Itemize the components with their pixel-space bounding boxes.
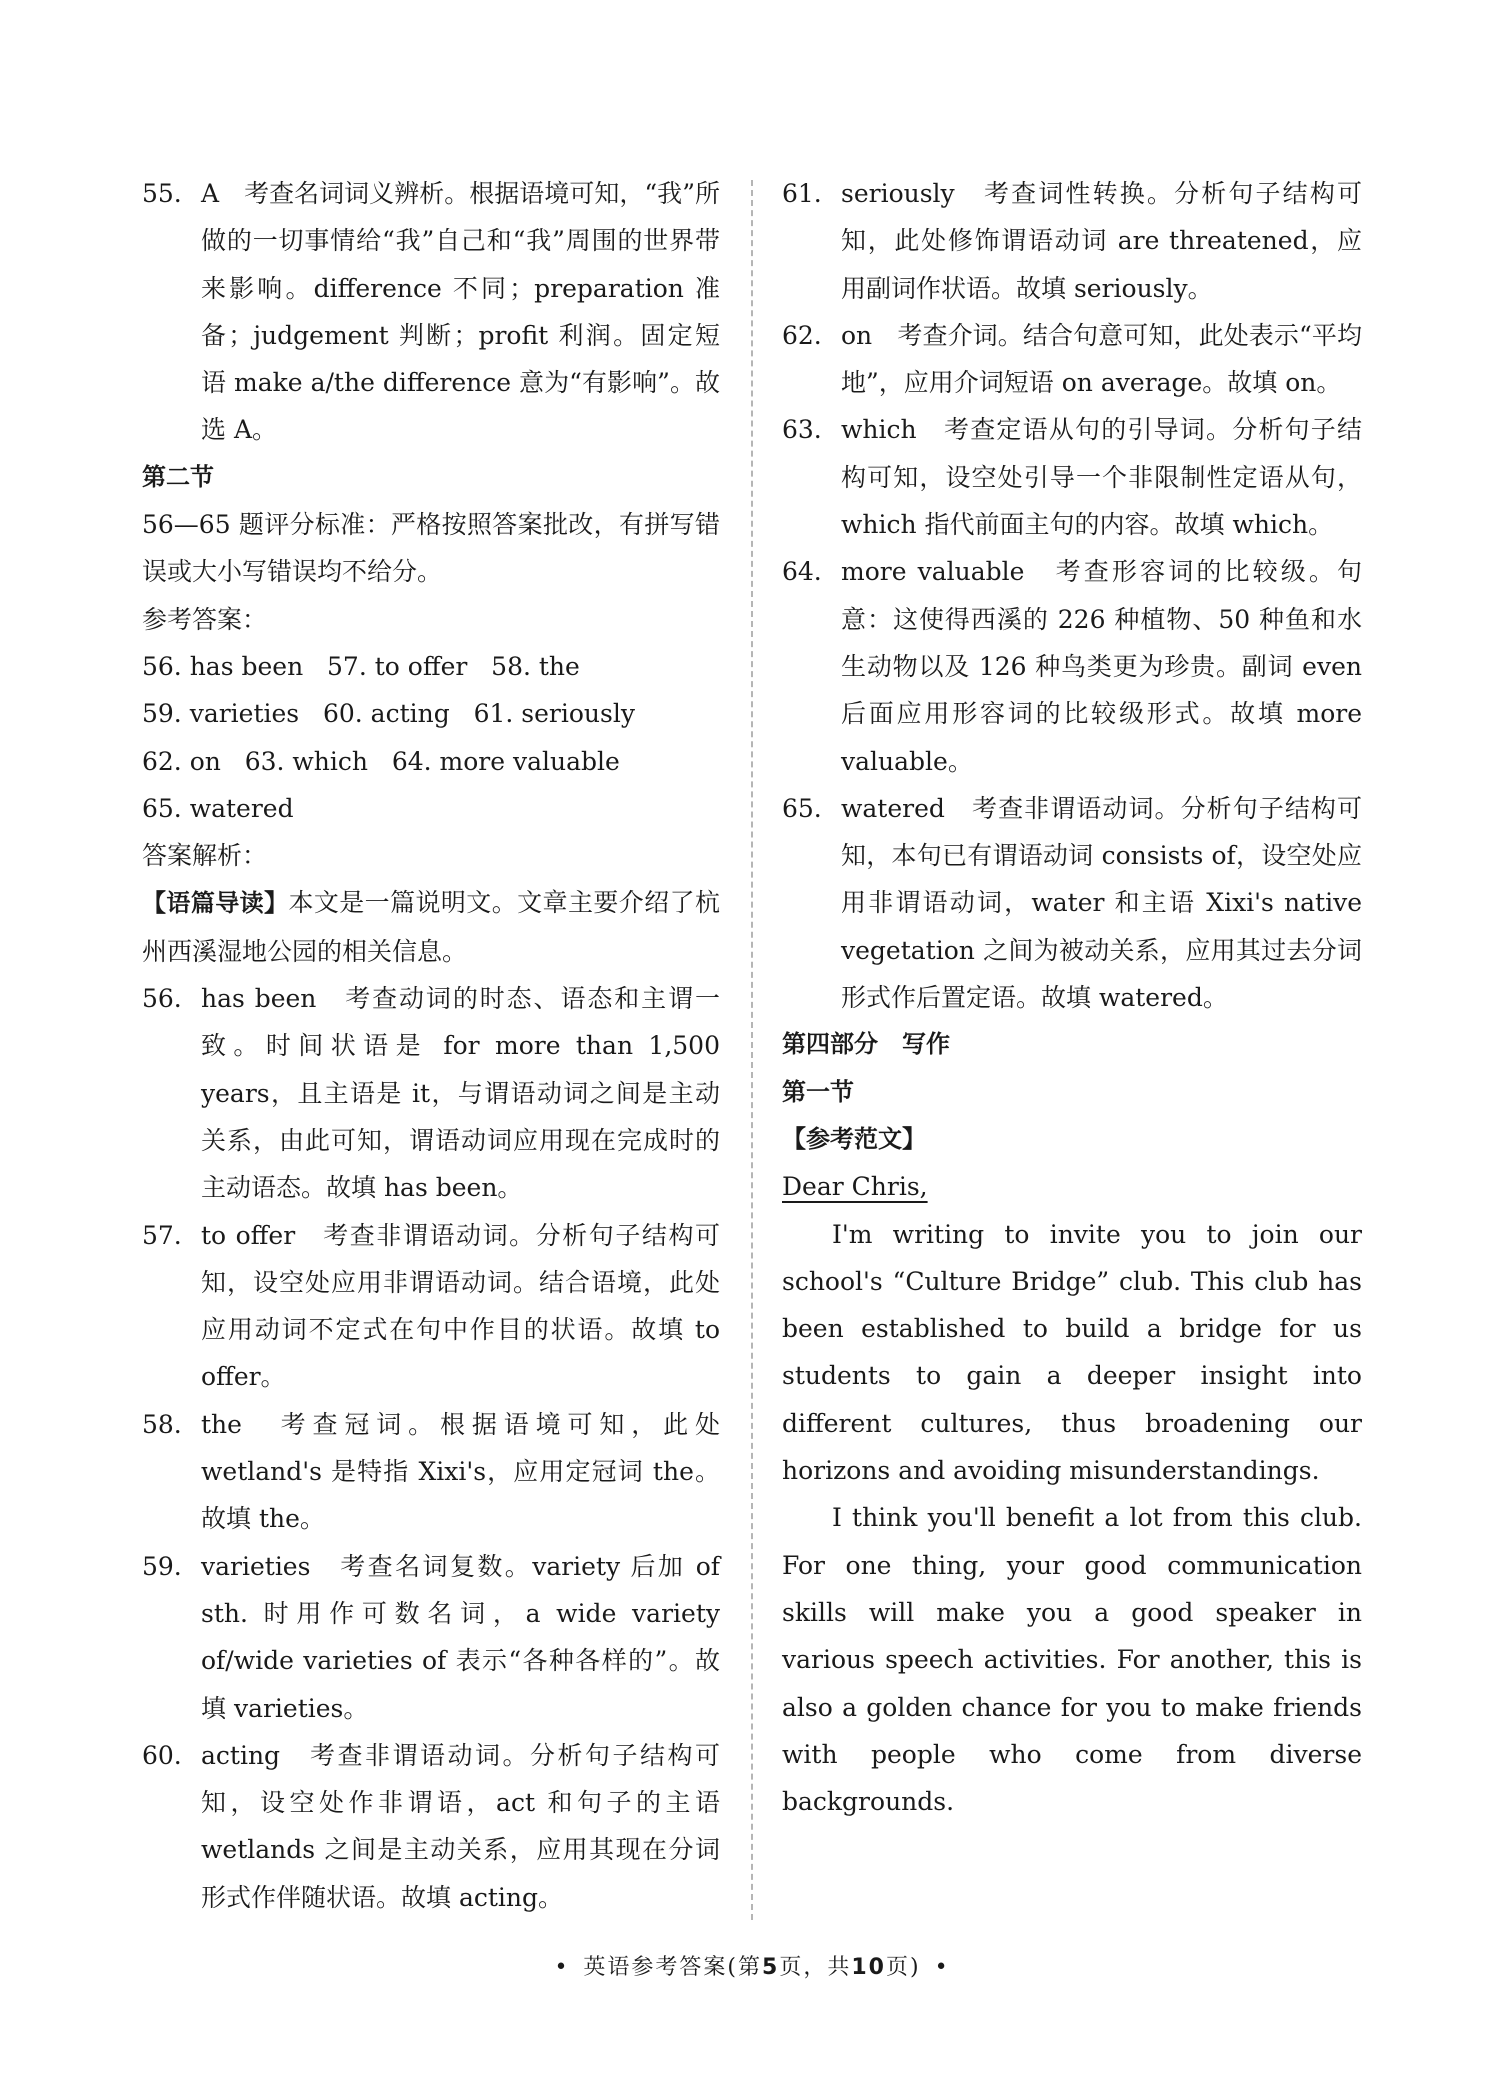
item-explanation: the 考查冠词。根据语境可知，此处 wetland's 是特指 Xixi's，应用定冠词 the。故填 the。 bbox=[201, 1409, 720, 1534]
footer-dot: • bbox=[554, 1955, 570, 1980]
item-explanation: seriously 考查词性转换。分析句子结构可知，此处修饰谓语动词 are threatened，应用副词作状语。故填 seriously。 bbox=[841, 179, 1362, 303]
answer-list bbox=[142, 643, 720, 832]
answer-item-59 bbox=[142, 1543, 720, 1732]
item-number: 59. bbox=[142, 1551, 182, 1581]
answer-item-62 bbox=[782, 312, 1362, 407]
sample-essay-heading: 【参考范文】 bbox=[782, 1124, 926, 1153]
item-number: 63. bbox=[782, 415, 822, 445]
answer-item-58 bbox=[142, 1401, 720, 1543]
reference-answers-label: 参考答案： bbox=[142, 604, 268, 634]
item-explanation: has been 考查动词的时态、语态和主谓一致。时间状语是 for more than 1,500 years，且主语是 it，与谓语动词之间是主动关系，由此可知，谓语动词应用现在完成时的主动语态。故填 has been。 bbox=[201, 984, 720, 1203]
left-column bbox=[142, 170, 720, 1921]
item-explanation: acting 考查非谓语动词。分析句子结构可知，设空处作非谓语，act 和句子的主语 wetlands 之间是主动关系，应用其现在分词形式作伴随状语。故填 acting。 bbox=[201, 1740, 720, 1912]
item-explanation: to offer 考查非谓语动词。分析句子结构可知，设空处应用非谓语动词。结合语境，此处应用动词不定式在句中作目的状语。故填 to offer。 bbox=[201, 1220, 720, 1392]
item-number: 61. bbox=[782, 179, 822, 208]
scoring-criteria: 56—65 题评分标准：严格按照答案批改，有拼写错误或大小写错误均不给分。 bbox=[142, 510, 720, 587]
item-number: 56. bbox=[142, 984, 182, 1014]
item-number: 57. bbox=[142, 1220, 182, 1250]
analysis-label: 答案解析： bbox=[142, 841, 268, 871]
item-explanation: more valuable 考查形容词的比较级。句意：这使得西溪的 226 种植物、50 种鱼和水生动物以及 126 种鸟类更为珍贵。副词 even 后面应用形容词的比较级形式。故填 more valuable。 bbox=[841, 557, 1362, 776]
answer-item-65 bbox=[782, 785, 1362, 1021]
footer-middle: 页，共 bbox=[779, 1955, 852, 1980]
item-explanation: A 考查名词词义辨析。根据语境可知，“我”所做的一切事情给“我”自己和“我”周围的世界带来影响。difference 不同；preparation 准备；judgement 判断；profit 利润。固定短语 make a/the difference 意为“有影响”。故选 A。 bbox=[201, 179, 720, 445]
answer-row: 59. varieties 60. acting 61. seriously bbox=[142, 699, 635, 729]
item-number: 62. bbox=[782, 320, 822, 350]
passage-intro bbox=[142, 879, 720, 975]
item-number: 65. bbox=[782, 793, 822, 823]
salutation-text: Dear Chris, bbox=[782, 1172, 928, 1202]
page-footer bbox=[0, 1950, 1504, 1981]
answer-row: 62. on 63. which 64. more valuable bbox=[142, 746, 620, 776]
column-divider bbox=[751, 180, 753, 1920]
item-number: 60. bbox=[142, 1740, 182, 1770]
passage-intro-text: 本文是一篇说明文。文章主要介绍了杭州西溪湿地公园的相关信息。 bbox=[142, 888, 720, 966]
item-explanation: watered 考查非谓语动词。分析句子结构可知，本句已有谓语动词 consists of，设空处应用非谓语动词，water 和主语 Xixi's native vegetation 之间为被动关系，应用其过去分词形式作后置定语。故填 watered。 bbox=[841, 793, 1362, 1013]
item-number: 64. bbox=[782, 557, 822, 587]
essay-paragraph-2: I think you'll benefit a lot from this club. For one thing, your good communication skills will make you a good speaker in various speech activities. For another, this is also a golden chance for you to make friends with people who come from diverse backgrounds. bbox=[782, 1503, 1362, 1817]
item-number: 58. bbox=[142, 1409, 182, 1439]
essay-paragraph-1: I'm writing to invite you to join our school's “Culture Bridge” club. This club has been established to build a bridge for us students to gain a deeper insight into different cultures, thus broadening our horizons and avoiding misunderstandings. bbox=[782, 1219, 1362, 1486]
item-number: 55. bbox=[142, 179, 182, 208]
answer-item-56 bbox=[142, 975, 720, 1211]
item-explanation: on 考查介词。结合句意可知，此处表示“平均地”，应用介词短语 on average。故填 on。 bbox=[841, 320, 1362, 398]
answer-item-55 bbox=[142, 170, 720, 454]
answer-item-57 bbox=[142, 1212, 720, 1401]
right-column bbox=[782, 170, 1362, 1825]
answer-row: 56. has been 57. to offer 58. the bbox=[142, 651, 580, 681]
section-heading: 第二节 bbox=[142, 462, 214, 491]
essay-salutation bbox=[782, 1163, 1362, 1210]
item-explanation: which 考查定语从句的引导词。分析句子结构可知，设空处引导一个非限制性定语从句，which 指代前面主句的内容。故填 which。 bbox=[841, 415, 1362, 540]
answer-item-61 bbox=[782, 170, 1362, 312]
footer-suffix: 页) bbox=[885, 1955, 921, 1980]
part-heading: 第四部分 写作 bbox=[782, 1030, 950, 1059]
answer-item-60 bbox=[142, 1732, 720, 1921]
section-heading: 第一节 bbox=[782, 1077, 854, 1106]
footer-total-pages: 10 bbox=[851, 1955, 886, 1980]
passage-intro-tag: 【语篇导读】 bbox=[142, 889, 289, 918]
answer-item-64 bbox=[782, 548, 1362, 784]
answer-item-63 bbox=[782, 406, 1362, 548]
answer-row: 65. watered bbox=[142, 793, 294, 823]
item-explanation: varieties 考查名词复数。variety 后加 of sth. 时用作可数名词，a wide variety of/wide varieties of 表示“各种各样的”。故填 varieties。 bbox=[201, 1551, 720, 1723]
footer-dot: • bbox=[934, 1955, 950, 1980]
footer-prefix: 英语参考答案(第 bbox=[583, 1955, 763, 1980]
footer-page-number: 5 bbox=[762, 1955, 780, 1980]
